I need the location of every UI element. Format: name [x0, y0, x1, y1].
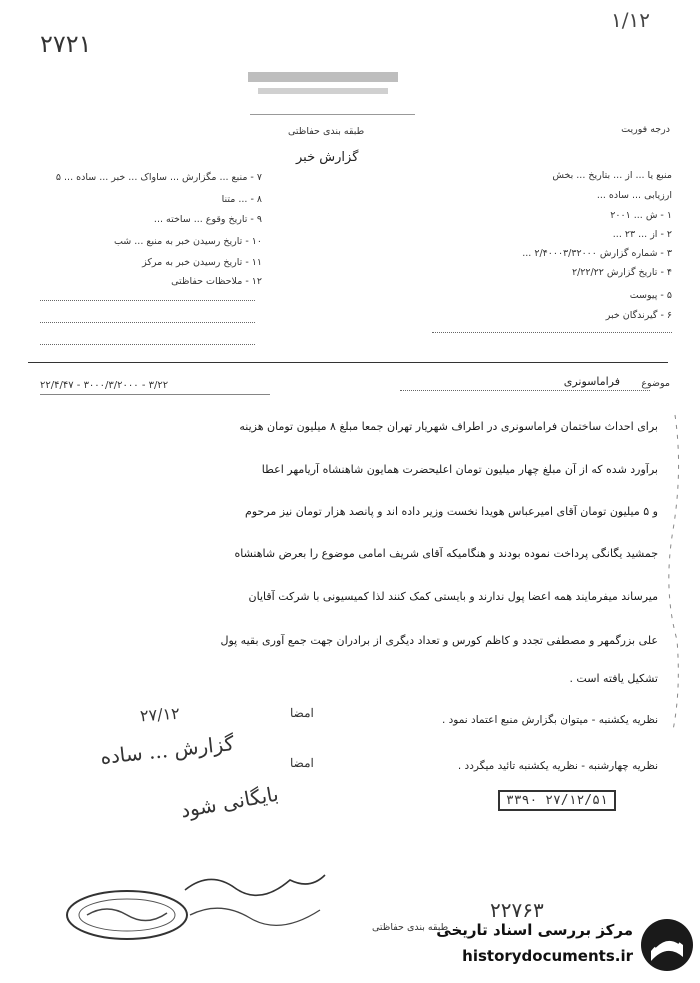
report-field-4: ۴ - تاریخ گزارش ۲/۲۲/۲۲	[571, 267, 672, 278]
report-field-9: ۹ - تاریخ وقوع ... ساخته ...	[153, 214, 262, 225]
reference-underline	[40, 394, 270, 395]
handwritten-note-1: ۲۷/۱۲	[139, 703, 181, 726]
oval-seal-icon	[62, 885, 192, 945]
opinion-line-1: نظریه یکشنبه - میتوان بگزارش منبع اعتماد نمود .	[441, 714, 658, 726]
bottom-number: ۲۲۷۶۳	[490, 898, 544, 922]
classification-label: طبقه بندی حفاظتی	[288, 126, 365, 137]
report-field-12: ۱۲ - ملاحظات حفاظتی	[171, 276, 262, 287]
handwritten-note-2: گزارش ... ساده	[99, 731, 236, 769]
header-divider	[28, 362, 668, 363]
bottom-classification: طبقه بندی حفاظتی	[372, 922, 449, 933]
reference-number: ۳/۲۲ - ۳۰۰۰/۳/۲۰۰۰ - ۲۲/۴/۴۷	[40, 380, 169, 391]
report-field-3: ۳ - شماره گزارش ۲/۴۰۰۰۳/۳۲۰۰۰ ...	[522, 248, 672, 259]
watermark	[425, 915, 695, 975]
opinion-line-2: نظریه چهارشنبه - نظریه یکشنبه تائید میگردد .	[457, 760, 658, 772]
signature-scribble	[180, 860, 330, 940]
body-line-5: میرساند میفرمایند همه اعضا پول ندارند و بایستی کمک کنند لذا کمیسیونی با شرکت آقایان	[248, 590, 658, 603]
opinion-signature-2: امضا	[290, 756, 314, 770]
body-line-7: تشکیل یافته است .	[569, 672, 658, 685]
redacted-header	[248, 72, 398, 82]
body-line-3: و ۵ میلیون تومان آقای امیرعباس هویدا نخست وزیر داده اند و پانصد هزار تومان نیز مرحوم	[245, 505, 658, 518]
priority-label: درجه فوریت	[621, 124, 670, 135]
body-line-2: برآورد شده که از آن مبلغ چهار میلیون تومان اعلیحضرت همایون شاهنشاه آریامهر اعطا	[261, 463, 658, 476]
body-line-4: جمشید یگانگی پرداخت نموده بودند و هنگامیکه آقای شریف امامی موضوع را بعرض شاهنشاه	[234, 547, 658, 560]
top-number-right: ۱/۱۲	[611, 8, 650, 32]
report-field-1: ۱ - ش ... ۲۰۰۱	[610, 210, 672, 221]
watermark-url: historydocuments.ir	[462, 947, 633, 965]
field-line	[40, 300, 255, 301]
field-line	[40, 322, 255, 323]
report-field-8: ۸ - ... متنا	[221, 194, 262, 205]
margin-scribble	[655, 410, 695, 740]
header-right-line2: ارزیابی ... ساده ...	[596, 190, 672, 201]
subject-label: موضوع	[641, 378, 670, 389]
report-field-6: ۶ - گیرندگان خبر	[605, 310, 672, 321]
body-line-6: علی بزرگمهر و مصطفی تجدد و کاظم کورس و تعداد دیگری از برادران جهت جمع آوری بقیه پول	[220, 634, 658, 647]
report-field-7: ۷ - منبع ... مگزارش ... ساواک ... خبر ... ساده ... ۵	[55, 172, 262, 183]
header-right-line1: منبع یا ... از ... بتاریخ ... بخش	[552, 170, 672, 181]
body-line-1: برای احداث ساختمان فراماسونری در اطراف شهریار تهران جمعا مبلغ ۸ میلیون تومان هزینه	[239, 420, 658, 433]
field-line	[40, 344, 255, 345]
subject-line	[400, 390, 650, 391]
report-field-11: ۱۱ - تاریخ رسیدن خبر به مرکز	[142, 257, 262, 268]
header-underline	[250, 114, 415, 115]
book-logo-icon	[639, 917, 695, 973]
top-number-left: ۲۷۲۱	[40, 30, 92, 58]
report-field-2: ۲ - از ... ۲۳ ...	[612, 229, 672, 240]
field-line	[432, 332, 672, 333]
registration-stamp: ۳۳۹۰ ۲۷/۱۲/۵۱	[498, 790, 616, 811]
opinion-signature-1: امضا	[290, 706, 314, 720]
handwritten-note-3: بایگانی شود	[178, 781, 281, 823]
redacted-header-2	[258, 88, 388, 94]
watermark-name: مرکز بررسی اسناد تاریخی	[436, 921, 633, 939]
report-field-10: ۱۰ - تاریخ رسیدن خبر به منبع ... شب	[113, 236, 262, 247]
report-field-5: ۵ - پیوست	[629, 290, 672, 301]
report-title: گزارش خبر	[296, 150, 359, 165]
subject-value: فراماسونری	[563, 375, 620, 388]
